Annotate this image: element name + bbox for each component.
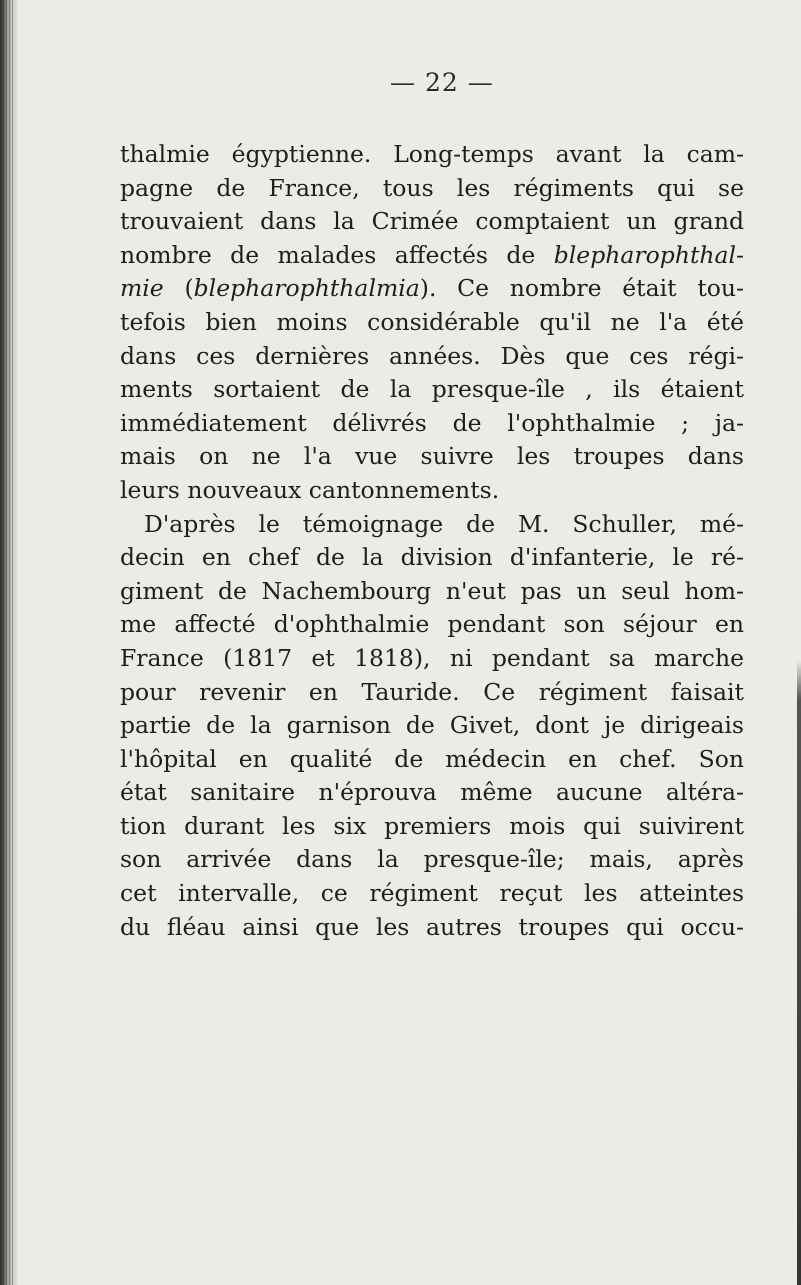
binding-gutter — [0, 0, 18, 1285]
text-line: trouvaient dans la Crimée comptaient un grand — [120, 207, 744, 236]
text-line: thalmie égyptienne. Long-temps avant la cam- — [120, 140, 744, 168]
text-line-lead: nombre de malades affectés de — [120, 240, 554, 269]
text-line: pour revenir en Tauride. Ce régiment faisait — [120, 677, 744, 706]
text-line: D'après le témoignage de M. Schuller, mé- — [144, 509, 744, 538]
text-line-paren-open: ( — [163, 274, 194, 303]
italic-term: mie — [120, 274, 164, 303]
text-line: mais on ne l'a vue suivre les troupes dans — [120, 442, 744, 471]
page-edge-shadow — [797, 660, 801, 1285]
text-line: son arrivée dans la presque-île; mais, après — [120, 845, 744, 874]
text-line — [120, 239, 744, 273]
text-line: me affecté d'ophthalmie pendant son séjour en — [120, 610, 744, 639]
text-line: leurs nouveaux cantonnements. — [120, 475, 500, 504]
text-line: du fléau ainsi que les autres troupes qui occu- — [120, 912, 744, 941]
text-line: giment de Nachembourg n'eut pas un seul hom- — [120, 576, 744, 605]
text-line: état sanitaire n'éprouva même aucune altéra- — [120, 778, 744, 807]
text-line: tefois bien moins considérable qu'il ne l'a été — [120, 307, 744, 336]
page-number: — 22 — — [390, 68, 494, 97]
text-line: l'hôpital en qualité de médecin en chef. Son — [120, 744, 744, 773]
text-line: cet intervalle, ce régiment reçut les atteintes — [120, 879, 744, 908]
gutter-texture — [3, 0, 13, 1285]
text-line: ments sortaient de la presque-île , ils étaient — [120, 375, 744, 404]
italic-term: blepharophthal- — [553, 240, 744, 269]
text-line: decin en chef de la division d'infanterie, le ré- — [120, 543, 744, 572]
text-line: partie de la garnison de Givet, dont je dirigeais — [120, 711, 744, 740]
body-text — [120, 138, 744, 944]
text-line — [120, 272, 744, 306]
text-line: France (1817 et 1818), ni pendant sa marche — [120, 643, 744, 672]
text-line-tail: ). Ce nombre était tou- — [419, 274, 745, 303]
text-line: pagne de France, tous les régiments qui se — [120, 173, 744, 202]
text-line: immédiatement délivrés de l'ophthalmie ; ja- — [120, 408, 744, 437]
italic-term: blepharophthalmia — [193, 274, 420, 303]
text-line: dans ces dernières années. Dès que ces régi- — [120, 341, 744, 370]
text-line: tion durant les six premiers mois qui suivirent — [120, 811, 744, 840]
